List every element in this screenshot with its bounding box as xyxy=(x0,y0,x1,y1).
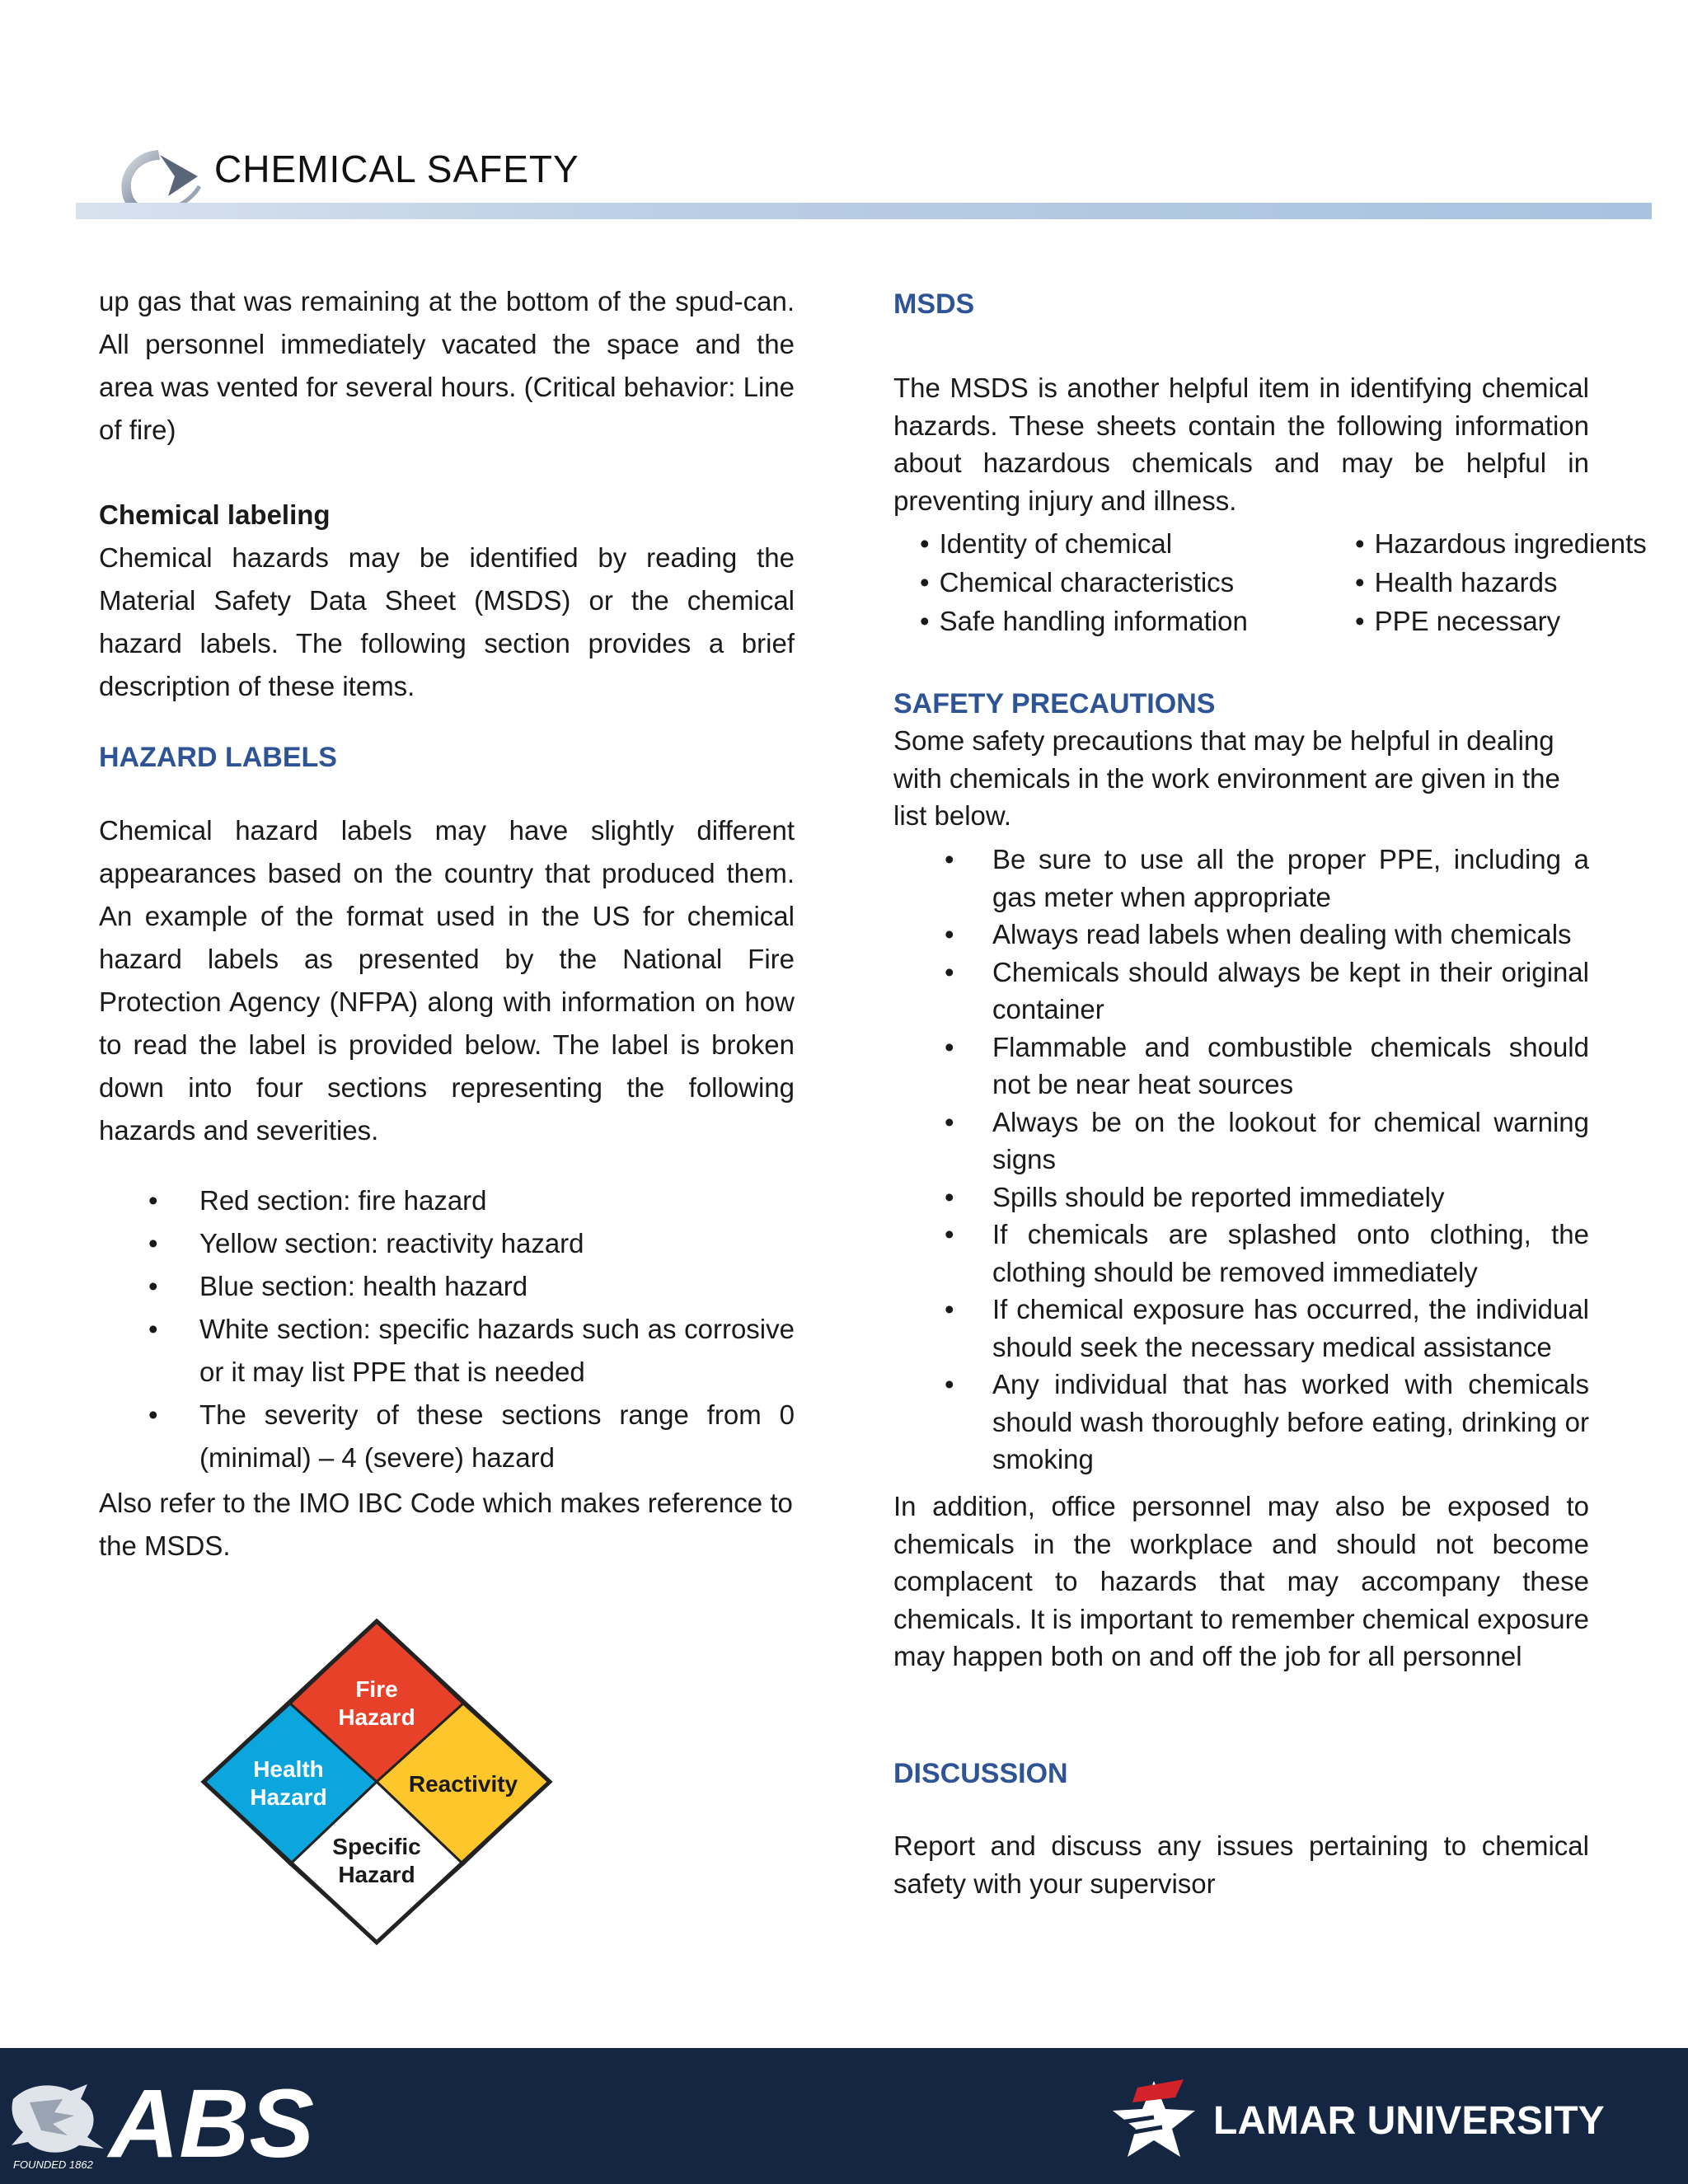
list-item: • Blue section: health hazard xyxy=(99,1265,795,1308)
bullet-icon: • xyxy=(945,1369,954,1399)
hazard-sections-list xyxy=(99,1179,795,1479)
page-title: CHEMICAL SAFETY xyxy=(214,148,579,190)
nfpa-hazard-diamond xyxy=(199,1617,554,1947)
list-item: • Safe handling information xyxy=(920,606,1248,636)
bullet-icon: • xyxy=(1355,606,1365,636)
chemical-labeling-paragraph: Chemical hazards may be identified by reading the Material Safety Data Sheet (MSDS) or the chemical hazard labels. The following section provides a brief description of these items. xyxy=(99,542,795,701)
hazard-labels-heading: HAZARD LABELS xyxy=(99,742,337,773)
list-item: • Spills should be reported immediately xyxy=(893,1179,1589,1216)
bullet-icon: • xyxy=(148,1185,158,1216)
list-item: • White section: specific hazards such as corrosive or it may list PPE that is needed xyxy=(99,1308,795,1394)
list-item: • Be sure to use all the proper PPE, including a gas meter when appropriate xyxy=(893,841,1589,916)
list-item: • Identity of chemical xyxy=(920,528,1173,559)
intro-paragraph: up gas that was remaining at the bottom of the spud-can. All personnel immediately vacated the space and the area was vented for several hours. (Critical behavior: Line of fire) xyxy=(99,286,795,445)
list-item: • Flammable and combustible chemicals should not be near heat sources xyxy=(893,1029,1589,1104)
bullet-icon: • xyxy=(148,1228,158,1258)
bullet-icon: • xyxy=(945,919,954,949)
fire-label-line1: Fire xyxy=(355,1676,398,1702)
list-item: • Red section: fire hazard xyxy=(99,1179,795,1222)
discussion-paragraph: Report and discuss any issues pertaining to chemical safety with your supervisor xyxy=(893,1830,1589,1899)
bullet-icon: • xyxy=(945,1106,954,1137)
bullet-icon: • xyxy=(1355,528,1365,559)
bullet-icon: • xyxy=(148,1399,158,1430)
chemical-labeling-heading: Chemical labeling xyxy=(99,499,331,530)
specific-label-line2: Hazard xyxy=(338,1862,415,1887)
bullet-icon: • xyxy=(945,1294,954,1324)
list-item: • Health hazards xyxy=(1355,567,1558,598)
bullet-icon: • xyxy=(920,606,930,636)
hazard-labels-paragraph: Chemical hazard labels may have slightly different appearances based on the country that produced them. An example of the format used in the US for chemical hazard labels as presented by the National Fire Protection Agency (NFPA) along with information on how to read the label is provided below. The label is broken down into four sections representing the following hazards and severities. xyxy=(99,815,795,1146)
abs-wordmark: ABS xyxy=(109,2069,315,2173)
page-footer xyxy=(0,2048,1688,2184)
header-divider-bar xyxy=(76,203,1652,219)
fire-label-line2: Hazard xyxy=(338,1704,415,1730)
reactivity-label: Reactivity xyxy=(408,1771,518,1797)
bullet-icon: • xyxy=(945,844,954,874)
safety-precautions-heading: SAFETY PRECAUTIONS xyxy=(893,688,1216,719)
lamar-wordmark: LAMAR UNIVERSITY xyxy=(1213,2099,1605,2143)
list-item: • Yellow section: reactivity hazard xyxy=(99,1222,795,1265)
lamar-star-icon xyxy=(1113,2079,1195,2157)
list-item: • Always be on the lookout for chemical warning signs xyxy=(893,1104,1589,1179)
page-header xyxy=(76,132,1652,223)
health-label-line1: Health xyxy=(253,1756,324,1782)
bullet-icon: • xyxy=(920,528,930,559)
list-item: • Chemical characteristics xyxy=(920,567,1235,598)
list-item: • Always read labels when dealing with chemicals xyxy=(893,916,1589,954)
office-personnel-paragraph: In addition, office personnel may also be exposed to chemicals in the workplace and should not become complacent to hazards that may accompany these chemicals. It is important to remember chemical exposure may happen both on and off the job for all personnel xyxy=(893,1491,1589,1671)
eagle-icon xyxy=(12,2084,104,2153)
msds-paragraph: The MSDS is another helpful item in identifying chemical hazards. These sheets contain the following information about hazardous chemicals and may be helpful in preventing injury and illness. xyxy=(893,373,1589,516)
bullet-icon: • xyxy=(148,1314,158,1344)
list-item: • Any individual that has worked with chemicals should wash thoroughly before eating, drinking or smoking xyxy=(893,1366,1589,1479)
specific-label-line1: Specific xyxy=(332,1834,421,1859)
list-item: • If chemical exposure has occurred, the individual should seek the necessary medical assistance xyxy=(893,1291,1589,1366)
list-item: • The severity of these sections range from 0 (minimal) – 4 (severe) hazard xyxy=(99,1394,795,1479)
safety-precautions-paragraph: Some safety precautions that may be helpful in dealing with chemicals in the work environment are given in the list below. xyxy=(893,725,1560,831)
list-item: • Hazardous ingredients xyxy=(1355,528,1647,559)
abs-logo xyxy=(5,2066,368,2173)
list-item: • PPE necessary xyxy=(1355,606,1561,636)
abs-founded-text: FOUNDED 1862 xyxy=(13,2158,93,2171)
bullet-icon: • xyxy=(920,567,930,598)
bullet-icon: • xyxy=(945,1219,954,1249)
bullet-icon: • xyxy=(945,1181,954,1212)
lamar-university-logo xyxy=(1104,2073,1681,2163)
bullet-icon: • xyxy=(945,956,954,987)
bullet-icon: • xyxy=(148,1271,158,1301)
bullet-icon: • xyxy=(1355,567,1365,598)
safety-precautions-list xyxy=(893,841,1589,1479)
health-label-line2: Hazard xyxy=(250,1784,327,1810)
list-item: • If chemicals are splashed onto clothing, the clothing should be removed immediately xyxy=(893,1216,1589,1291)
msds-heading: MSDS xyxy=(893,288,975,320)
imo-paragraph: Also refer to the IMO IBC Code which makes reference to the MSDS. xyxy=(99,1488,793,1561)
bullet-icon: • xyxy=(945,1031,954,1062)
list-item: • Chemicals should always be kept in their original container xyxy=(893,954,1589,1029)
discussion-heading: DISCUSSION xyxy=(893,1758,1068,1789)
